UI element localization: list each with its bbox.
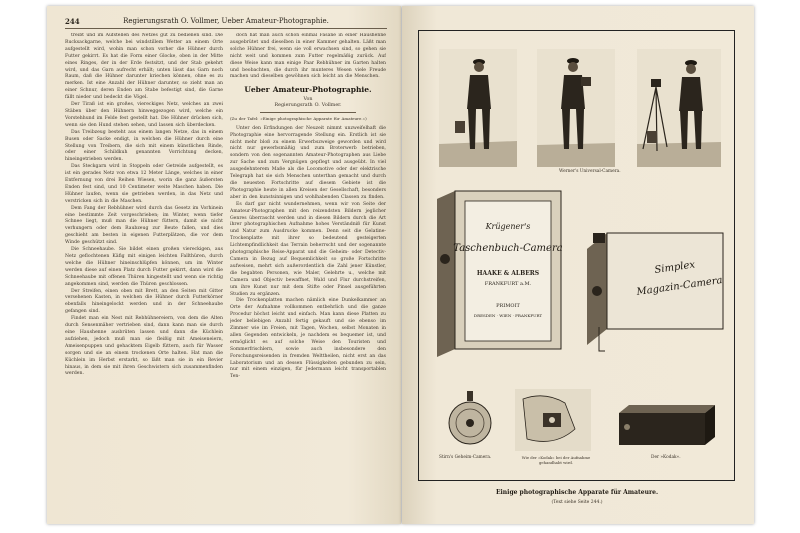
caption-werner-camera: Werner's Universal-Camera.: [559, 169, 621, 174]
left-page: [47, 6, 401, 524]
paragraph: Dem Fang der Rebhühner wird durch das Gesetz im Vorhinein eine bestimmte Zeit vorgeschrieben; im Winter, wenn tiefer Schnee liegt, muß man die Hühner füttern, damit sie nicht verhungern oder dem Raubzeug zur Beute fallen, und dies geschieht am besten in eigenen Futterplätzen, die vor dem Winde geschützt sind.: [65, 205, 223, 246]
kodak-camera: [617, 403, 717, 447]
paragraph: Der Streifen, einen oben mit Brett, an den Seiten mit Gitter versehenen Kasten, in welchen die Hühner durch Futterkörner ebenfalls hineingelockt werden und in der Schneehaube gefangen sind.: [65, 288, 223, 315]
camera-label-line: PRIMOIT: [496, 303, 520, 309]
plate-frame: [418, 30, 735, 481]
plate-subcaption: (Text siehe Seite 244.): [551, 500, 603, 505]
simplex-label-line: Magazin-Camera: [635, 275, 724, 298]
paragraph: Der Tiraß ist ein großes, viereckiges Netz, welches an zwei Stäben über den Hühnern hinweggezogen wird, welche ein Vorstehhund im Felde fest gestellt hat. Die Hühner drücken sich, wenn sie den Hund stehen sehen, und lassen sich überdecken.: [65, 102, 223, 128]
photographer-figure-tripod: [637, 49, 721, 167]
camera-label-line: Krügener's: [485, 222, 531, 231]
camera-label-line: Taschenbuch-Camera: [453, 243, 563, 254]
simplex-magazin-camera: [585, 227, 725, 357]
article-author: Regierungsrath O. Vollmer.: [274, 103, 342, 109]
text-column-right: [230, 33, 386, 503]
camera-label-line: HAAKE & ALBERS: [476, 270, 540, 277]
box-camera-kruegener: [433, 189, 563, 361]
header-title: Regierungsrath O. Vollmer, Ueber Amateur-Photographie.: [123, 17, 329, 25]
kodak-usage-illustration: [515, 389, 591, 451]
text-column-left: [65, 33, 223, 503]
article-title: Ueber Amateur-Photographie.: [244, 85, 372, 95]
paragraph: Unter den Erfindungen der Neuzeit nimmt unzweifelhaft die Photographie eine hervorragende Stellung ein. Erstlich ist sie nicht mehr bloß zu einem Erwerbszweige geworden und wird nicht nur gewerbsmäßig und zum Broterwerb betrieben, sondern von den sogenannten Amateur-Photographen aus Liebe zur Sache und zum Vergnügen gepflegt und ausgeübt. In viel ausgedehnterem Maße als die Locomotive oder der elektrische Telegraph hat sie sich Menschen unterthan gemacht und durch die neuesten Fortschritte auf diesem Gebiete ist die Photographie heute in allen Kreisen der Gesellschaft, besonders aber in den kunstsinnigen und wohlhabenden Classen zu finden.: [230, 125, 386, 200]
paragraph: doch hat man auch schon einmal Fasane in einer Haushenne ausgebrütet und dieselben in einer Kammer gehalten. Läßt man solche Hühner frei, wenn sie voll erwachsen sind, so gehen sie nicht weit und kommen zum Futter regelmäßig zurück. Auf diese Weise kann man einige Paar Rebhühner im Garten halten und beobachten, die durch ihr munteres Wesen viele Freude machen und dieselben gewöhnen sich leicht an die Menschen.: [230, 33, 386, 80]
article-note: (Zu der Tafel: »Einige photographische Apparate für Amateure.«): [230, 116, 367, 122]
article-byline: Von: [303, 97, 313, 103]
divider: [260, 112, 356, 113]
camera-label-line: FRANKFURT a.M.: [484, 281, 532, 287]
right-page-plate: [402, 6, 754, 524]
paragraph: Findet man ein Nest mit Rebhühnereiern, von dem die Alten durch Sensenmäher vertrieben sind, dann kann man sie durch eine Haushenne ausbrüten lassen und dann die Küchlein aufziehen, jedoch muß man sie fleißig mit Ameiseneiern, Ameisenpuppen und gehacktem Eigelb füttern, auch für Wasser sorgen und sie an einem trockenen Orte halten. Hat man die Küchlein im Herbst erstarkt, so läßt man sie in ein Revier hinaus, in dem sie mit ihren Geschwistern sich zusammenfinden werden.: [65, 316, 223, 377]
caption-kodak-usage: Wie der »Kodak« bei der Aufnahme gehandhabt wird.: [521, 455, 591, 465]
stirn-geheim-camera: [447, 391, 493, 449]
paragraph: treibt und im Aufstellen des Netzes gut zu bedienen sind. Die Rucksackgarne, welche bei windstillem Wetter an einem Orte aufgestellt wird, wohin man schon vorher die Hühner durch Futter gekirrt. Es hat die Form einer Glocke, oben in der Mitte eines Ringes, der in der Erde festsitzt, und der Stab gekehrt wird, und das Garn aufrecht erhält; unten lässt das Garn noch Raum, daß die Hühner darunter kriechen können, ohne es zu merken. Ist eine Anzahl der Hühner darunter, so zieht man an einer Schnur, deren Enden am Stabe befestigt sind, die Garne fällt nieder und bedeckt die Vögel.: [65, 33, 223, 101]
photographer-figure-handheld: [537, 49, 615, 167]
caption-kodak: Der »Kodak«.: [651, 455, 681, 460]
paragraph: Die Schneehaube. Sie bildet einen großen viereckigen, aus Netz geflochtenen Käfig mit einigen leichten Fallthüren, durch welche die Hühner hineinschlüpfen können, um im Winter werden diese auf einen Platz durch Futter gekirrt, dann wird die Schneehaube mit offenen Thüren hingestellt und wenn sie richtig angekommen sind, werden die Thüren geschlossen.: [65, 247, 223, 287]
caption-stirn-camera: Stirn's Geheim-Camera.: [439, 455, 492, 460]
page-number: 244: [65, 17, 80, 26]
camera-label-line: DRESDEN · WIEN · FRANKFURT: [473, 313, 543, 318]
paragraph: Es darf gar nicht wundernehmen, wenn wir von Seite der Amateur-Photographen mit den reizendsten Bildern jeglicher Genres überrascht werden und in diesen Bildern durch die Art ihrer photographischen Aufnahme hohes Verständniß für Kunst und Natur zum Ausdrucke kommen. Denn seit die Gelatine-Trockenplatte mit ihrer so bedeutend gesteigerten Lichtempfindlichkeit das Terrain beherrscht und der sogenannte photographische Reise-Apparat und die Geheim- oder Detectiv-Camera in Bezug auf Bequemlichkeit so große Fortschritte aufweisen, mehrt sich außerordentlich die Zahl jener Künstler, die begabten Personen, wie Maler, Gelehrte u., welche mit Camera und Objectiv bewaffnet, Wald und Flur durchstreifen, um ihre Kunst nur mit dem Stifte oder Pinsel ausgeführten Studien zu ergänzen.: [230, 201, 386, 297]
simplex-label-line: Simplex: [653, 259, 696, 276]
photographer-figure-standing: [439, 49, 517, 167]
paragraph: Das Treibzeug besteht aus einem langen Netze, das in einem Busen oder Sacke endigt, in welchen die Hühner durch eine Stellung von Treibern, die sich mit einem künstlichen Rinde, oder einer Schildkuh genannten Vorrichtung decken, hineingetrieben werden.: [65, 129, 223, 163]
paragraph: Die Trockenplatten machen nämlich eine Dunkelkammer an Orte der Aufnahme vollkommen entbehrlich und die ganze Procedur höchst leicht und einfach. Man kann diese Platten zu jeder beliebigen Anzahl fertig gekauft und sie ebenso im Zimmer wie im Freien, mit Tagen, Wochen, selbst Monaten in allen Gegenden entwickeln, je nachdem es bequemer ist, und ermöglicht es auf solche Weise den Touristen und Sommerfrischlern, sowie auch insbesondere den Forschungsreisenden in fremden Welttheilen, nicht erst an das Laboratorium und an dessen Flüssigkeiten gebunden zu sein, nur mit einem einzigen, für Jedermann leicht transportablen Ten-: [230, 298, 386, 380]
paragraph: Das Steckgarn wird in Stoppeln oder Getreide aufgestellt, es ist ein gerades Netz von etwa 12 Meter Länge, welches in einer Entfernung von drei Reihen Wiesen, worin die ganz äußersten Enden fest sind, und 10 Centimeter weite Maschen haben. Die Hühner laufen, wenn sie getrieben werden, in das Netz und verstricken sich in die Maschen.: [65, 164, 223, 204]
plate-caption: Einige photographische Apparate für Amateure.: [495, 489, 659, 496]
running-header: [65, 16, 387, 29]
